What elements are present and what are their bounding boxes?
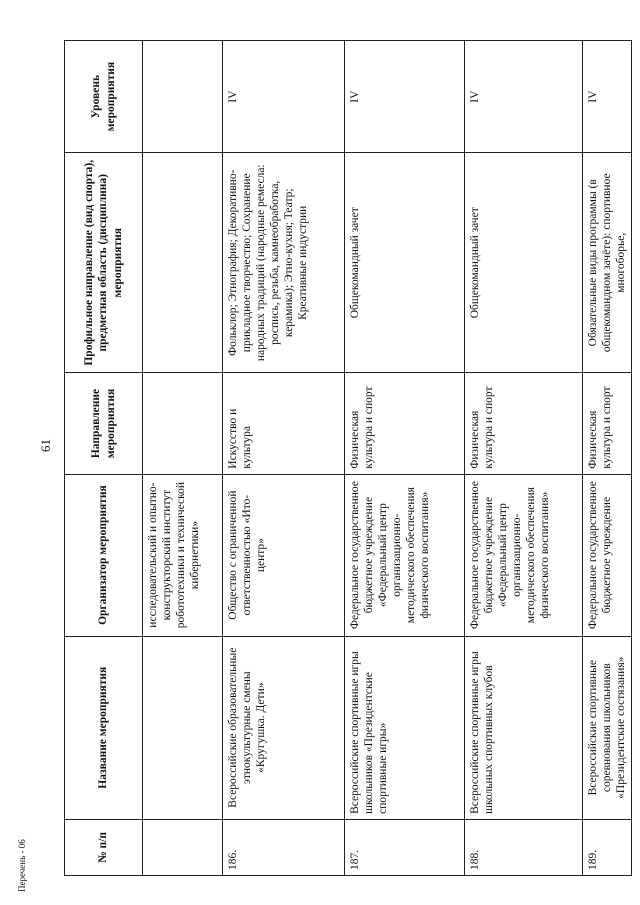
header-level: Уровень мероприятия <box>65 41 143 153</box>
header-profile: Профильное направление (вид спорта), предметная область (дисциплина) мероприятия <box>65 153 143 373</box>
table-row <box>223 41 345 876</box>
cell-direction: Искусство и культура <box>223 373 345 474</box>
rotated-table-wrapper <box>64 40 628 876</box>
cell-organizer: исследовательский и опытно-конструкторский институт робототехники и технической кибернетики» <box>143 474 223 636</box>
cell-direction <box>143 373 223 474</box>
cell-profile: Общекомандный зачет <box>345 153 465 373</box>
cell-name <box>143 636 223 819</box>
table-row <box>583 41 632 876</box>
cell-profile <box>143 153 223 373</box>
cell-level: IV <box>223 41 345 153</box>
cell-profile: Общекомандный зачет <box>465 153 583 373</box>
cell-profile: Обязательные виды программы (в общекомандном зачёте): спортивное многоборье, <box>583 153 632 373</box>
table-row <box>143 41 223 876</box>
header-organizer: Организатор мероприятия <box>65 474 143 636</box>
table-header-row <box>65 41 143 876</box>
cell-organizer: Федеральное государственное бюджетное учреждение «Федеральный центр организационно-методического обеспечения физического воспитания» <box>465 474 583 636</box>
page-number: 61 <box>38 439 53 452</box>
events-table <box>64 40 632 876</box>
cell-name: Всероссийские спортивные игры школьников «Президентские спортивные игры» <box>345 636 465 819</box>
cell-direction: Физическая культура и спорт <box>583 373 632 474</box>
cell-direction: Физическая культура и спорт <box>465 373 583 474</box>
cell-level <box>143 41 223 153</box>
cell-num: 188. <box>465 819 583 875</box>
header-name: Название мероприятия <box>65 636 143 819</box>
cell-num: 189. <box>583 819 632 875</box>
footer-note: Перечень - 06 <box>17 839 27 892</box>
cell-profile: Фольклор; Этнография; Декоративно-прикладное творчество; Сохранение народных традиций (народные ремесла: роспись, резьба, камнеобработка, керамика); Этно-кухня; Театр; Креативные индустрии <box>223 153 345 373</box>
cell-num <box>143 819 223 875</box>
cell-num: 187. <box>345 819 465 875</box>
cell-direction: Физическая культура и спорт <box>345 373 465 474</box>
cell-organizer: Общество с ограниченной ответственностью «Ито-центр» <box>223 474 345 636</box>
cell-organizer: Федеральное государственное бюджетное учреждение «Федеральный центр организационно-методического обеспечения физического воспитания» <box>345 474 465 636</box>
cell-name: Всероссийские спортивные соревнования школьников «Президентские состязания» <box>583 636 632 819</box>
cell-organizer: Федеральное государственное бюджетное учреждение <box>583 474 632 636</box>
cell-level: IV <box>583 41 632 153</box>
header-direction: Направление мероприятия <box>65 373 143 474</box>
header-num: № п/п <box>65 819 143 875</box>
cell-level: IV <box>345 41 465 153</box>
table-row <box>345 41 465 876</box>
cell-name: Всероссийские спортивные игры школьных спортивных клубов <box>465 636 583 819</box>
table-row <box>465 41 583 876</box>
cell-level: IV <box>465 41 583 153</box>
cell-num: 186. <box>223 819 345 875</box>
cell-name: Всероссийские образовательные этнокультурные смены «Кругушка. Дети» <box>223 636 345 819</box>
